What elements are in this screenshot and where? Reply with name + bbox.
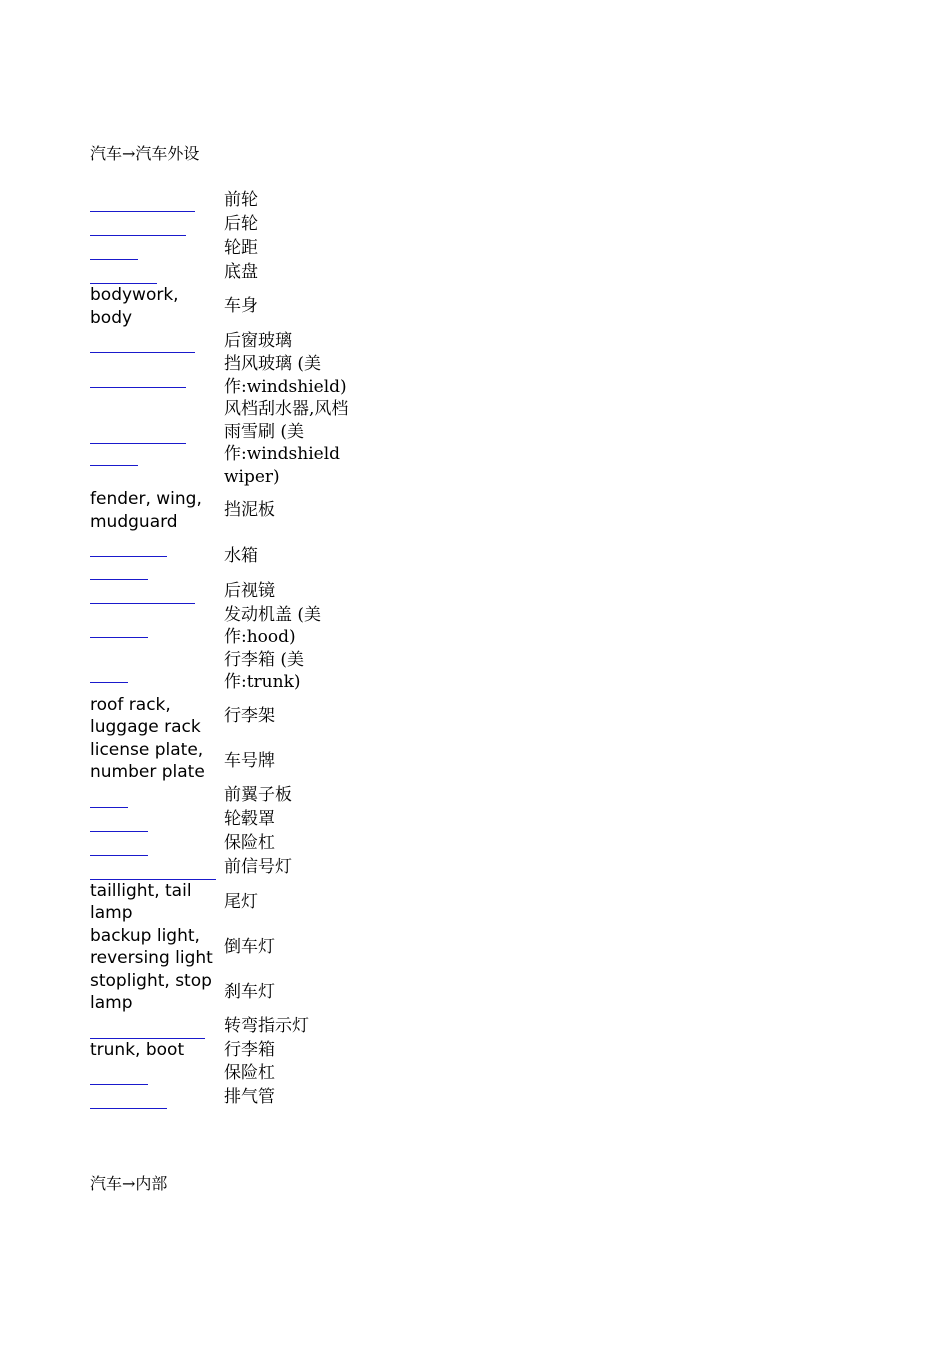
chinese-translation: 行李箱 (美作:trunk)	[224, 649, 305, 692]
english-term: stoplight, stop lamp	[90, 970, 212, 1013]
hyperlink-underline[interactable]	[90, 618, 148, 638]
hyperlink-underline[interactable]	[90, 1089, 167, 1109]
hyperlink-underline[interactable]	[90, 240, 138, 260]
chinese-translation: 前轮	[224, 189, 258, 210]
term-link[interactable]	[88, 1061, 222, 1085]
chinese-translation: 保险杠	[224, 1062, 275, 1083]
term-link[interactable]	[88, 832, 222, 856]
hyperlink-underline[interactable]	[90, 264, 157, 284]
vocab-row	[88, 739, 356, 784]
term-link[interactable]	[88, 649, 222, 694]
english-term: license plate, number plate	[90, 739, 205, 782]
term-link[interactable]	[88, 353, 222, 398]
chinese-translation: 前信号灯	[224, 857, 292, 878]
chinese-translation: 挡泥板	[224, 500, 275, 521]
vocab-row	[88, 925, 356, 970]
term-link[interactable]	[88, 260, 222, 284]
hyperlink-underline[interactable]	[90, 663, 128, 683]
chinese-translation: 后窗玻璃	[224, 330, 292, 351]
vocab-row	[88, 260, 356, 284]
term-link[interactable]	[88, 1015, 222, 1039]
term-link[interactable]	[88, 1085, 222, 1109]
vocab-row	[88, 1039, 356, 1062]
english-term: bodywork, body	[90, 285, 179, 328]
vocab-row	[88, 212, 356, 236]
hyperlink-underline[interactable]	[90, 424, 186, 444]
vocab-row	[88, 580, 356, 604]
hyperlink-underline[interactable]	[90, 565, 148, 580]
chinese-translation: 倒车灯	[224, 936, 275, 957]
term-link[interactable]	[88, 188, 222, 212]
chinese-translation: 发动机盖 (美作:hood)	[224, 604, 322, 647]
vocab-row	[88, 604, 356, 649]
hyperlink-underline[interactable]	[90, 1019, 205, 1039]
chinese-translation: 轮距	[224, 237, 258, 258]
term-link[interactable]	[88, 212, 222, 236]
hyperlink-underline[interactable]	[90, 836, 148, 856]
term-link[interactable]	[88, 808, 222, 832]
chinese-translation: 底盘	[224, 261, 258, 282]
vocab-row	[88, 398, 356, 488]
vocab-row	[88, 808, 356, 832]
term-link[interactable]	[88, 329, 222, 353]
vocab-row	[88, 236, 356, 260]
chinese-translation: 车身	[224, 296, 258, 317]
chinese-translation: 前翼子板	[224, 785, 292, 806]
chinese-translation: 保险杠	[224, 833, 275, 854]
chinese-translation: 转弯指示灯	[224, 1016, 309, 1037]
chinese-translation: 轮毂罩	[224, 809, 275, 830]
hyperlink-underline[interactable]	[90, 860, 216, 880]
chinese-translation: 后轮	[224, 213, 258, 234]
vocab-row	[88, 188, 356, 212]
hyperlink-underline[interactable]	[90, 368, 186, 388]
english-term: roof rack, luggage rack	[90, 694, 201, 737]
vocab-row	[88, 1061, 356, 1085]
hyperlink-underline[interactable]	[90, 788, 128, 808]
vocab-row	[88, 1085, 356, 1109]
english-term: taillight, tail lamp	[90, 880, 192, 923]
hyperlink-underline[interactable]	[90, 812, 148, 832]
term-link[interactable]	[88, 398, 222, 488]
vocab-row	[88, 649, 356, 694]
hyperlink-underline[interactable]	[90, 333, 195, 353]
term-link[interactable]	[88, 533, 222, 580]
chinese-translation: 排气管	[224, 1086, 275, 1107]
hyperlink-underline[interactable]	[90, 584, 195, 604]
chinese-translation: 行李架	[224, 705, 275, 726]
chinese-translation: 刹车灯	[224, 981, 275, 1002]
chinese-translation: 挡风玻璃 (美作:windshield)	[224, 354, 347, 397]
term-link[interactable]	[88, 856, 222, 880]
section-heading-interior: 汽车→内部	[90, 1174, 168, 1193]
term-link[interactable]	[88, 580, 222, 604]
hyperlink-underline[interactable]	[90, 216, 186, 236]
vocab-row	[88, 329, 356, 353]
chinese-translation: 行李箱	[224, 1039, 275, 1060]
vocab-row	[88, 488, 356, 533]
vocab-row	[88, 970, 356, 1015]
vocab-row	[88, 880, 356, 925]
term-link[interactable]	[88, 236, 222, 260]
vocab-row	[88, 284, 356, 329]
vocab-row	[88, 856, 356, 880]
english-term: backup light, reversing light	[90, 925, 213, 968]
chinese-translation: 风档刮水器,风档雨雪刷 (美作:windshield wiper)	[224, 399, 349, 487]
chinese-translation: 后视镜	[224, 581, 275, 602]
chinese-translation: 水箱	[224, 546, 258, 566]
vocab-row	[88, 832, 356, 856]
english-term: fender, wing, mudguard	[90, 489, 202, 532]
vocab-row	[88, 784, 356, 808]
section-heading-exterior: 汽车→汽车外设	[90, 144, 200, 163]
vocab-row	[88, 1015, 356, 1039]
vocabulary-table	[88, 188, 356, 1109]
chinese-translation: 尾灯	[224, 891, 258, 912]
hyperlink-underline[interactable]	[90, 192, 195, 212]
term-link[interactable]	[88, 604, 222, 649]
vocab-row	[88, 694, 356, 739]
hyperlink-underline[interactable]	[90, 537, 167, 557]
vocab-row	[88, 533, 356, 580]
chinese-translation: 车号牌	[224, 750, 275, 771]
english-term: trunk, boot	[90, 1039, 185, 1060]
hyperlink-underline[interactable]	[90, 1065, 148, 1085]
hyperlink-underline[interactable]	[90, 451, 138, 466]
vocab-row	[88, 353, 356, 398]
term-link[interactable]	[88, 784, 222, 808]
